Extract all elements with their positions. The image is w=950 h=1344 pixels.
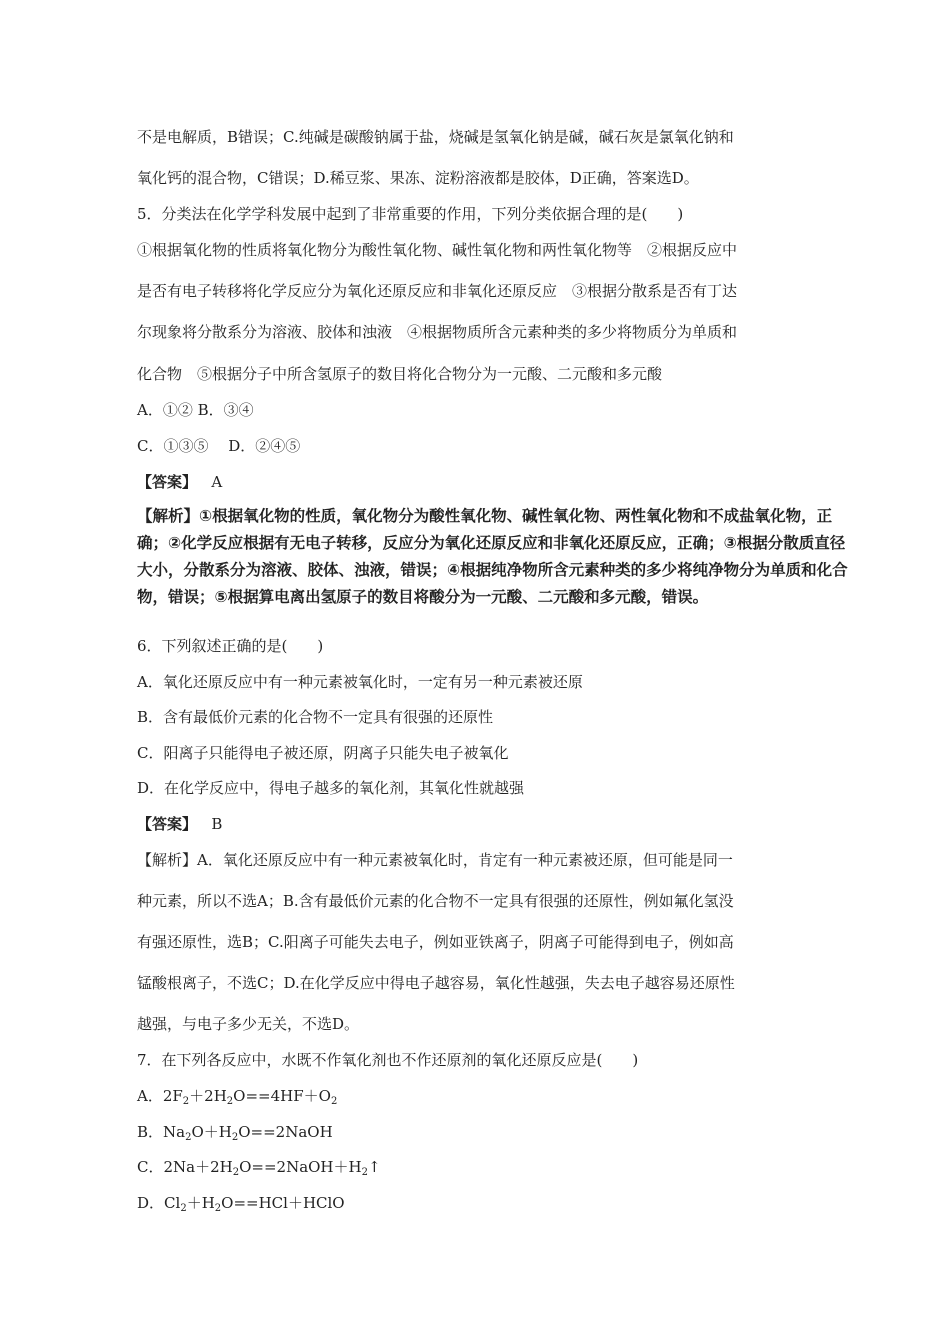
analysis-line: 物，错误；⑤根据算电离出氢原子的数目将酸分为一元酸、二元酸和多元酸，错误。 — [137, 588, 709, 606]
analysis-5 — [137, 503, 912, 611]
analysis-6: 种元素，所以不选A；B.含有最低价元素的化合物不一定具有很强的还原性，例如氟化氢没 — [137, 892, 734, 910]
question-5-options: C．①③⑤ D．②④⑤ — [137, 437, 301, 455]
answer-tag: 【答案】 — [137, 815, 198, 833]
answer-5 — [137, 472, 222, 492]
analysis-6: 越强，与电子多少无关，不选D。 — [137, 1015, 360, 1033]
answer-6 — [137, 814, 222, 834]
question-6-option: D．在化学反应中，得电子越多的氧化剂，其氧化性就越强 — [137, 779, 525, 797]
answer-value: A — [211, 473, 223, 491]
question-7-option-b: B．$Na_2O+H_2O==2NaOH$ — [137, 1123, 333, 1143]
question-5-statement: ①根据氧化物的性质将氧化物分为酸性氧化物、碱性氧化物和两性氧化物等 ②根据反应中 — [137, 241, 738, 259]
answer-value: B — [211, 815, 223, 833]
question-5-statement: 化合物 ⑤根据分子中所含氢原子的数目将化合物分为一元酸、二元酸和多元酸 — [137, 365, 663, 383]
question-6: 6．下列叙述正确的是( ) — [137, 637, 324, 655]
analysis-line: 【解析】①根据氧化物的性质，氧化物分为酸性氧化物、碱性氧化物、两性氧化物和不成盐氧化物，正 — [137, 507, 833, 525]
analysis-6: 锰酸根离子，不选C；D.在化学反应中得电子越容易，氧化性越强，失去电子越容易还原性 — [137, 974, 735, 992]
question-7-option-c: C．$2Na+2H_2O==2NaOH+H_2↑$ — [137, 1158, 381, 1178]
answer-tag: 【答案】 — [137, 473, 198, 491]
question-6-option: A．氧化还原反应中有一种元素被氧化时，一定有另一种元素被还原 — [137, 673, 583, 691]
question-6-option: C．阳离子只能得电子被还原，阴离子只能失电子被氧化 — [137, 744, 509, 762]
analysis-6: 【解析】A．氧化还原反应中有一种元素被氧化时，肯定有一种元素被还原，但可能是同一 — [137, 851, 733, 869]
text-line: 不是电解质，B错误；C.纯碱是碳酸钠属于盐，烧碱是氢氧化钠是碱，碱石灰是氯氧化钠和 — [137, 128, 734, 146]
question-5-statement: 是否有电子转移将化学反应分为氧化还原反应和非氧化还原反应 ③根据分散系是否有丁达 — [137, 282, 738, 300]
question-7: 7．在下列各反应中，水既不作氧化剂也不作还原剂的氧化还原反应是( ) — [137, 1051, 639, 1069]
question-5: 5．分类法在化学学科发展中起到了非常重要的作用，下列分类依据合理的是( ) — [137, 205, 684, 223]
question-5-statement: 尔现象将分散系分为溶液、胶体和浊液 ④根据物质所含元素种类的多少将物质分为单质和 — [137, 323, 738, 341]
analysis-line: 大小，分散系分为溶液、胶体、浊液，错误；④根据纯净物所含元素种类的多少将纯净物分为单质和化合 — [137, 561, 848, 579]
question-7-option-a: A．$2F_2+2H_2O==4HF+O_2$ — [137, 1087, 338, 1107]
text-line: 氧化钙的混合物，C错误；D.稀豆浆、果冻、淀粉溶液都是胶体，D正确，答案选D。 — [137, 169, 699, 187]
question-7-option-d: D．$Cl_2+H_2O==HCl+HClO$ — [137, 1194, 345, 1214]
analysis-6: 有强还原性，选B；C.阳离子可能失去电子，例如亚铁离子，阴离子可能得到电子，例如高 — [137, 933, 734, 951]
analysis-line: 确；②化学反应根据有无电子转移，反应分为氧化还原反应和非氧化还原反应，正确；③根据分散质直径 — [137, 534, 846, 552]
question-6-option: B．含有最低价元素的化合物不一定具有很强的还原性 — [137, 708, 494, 726]
question-5-options: A．①② B．③④ — [137, 401, 254, 419]
